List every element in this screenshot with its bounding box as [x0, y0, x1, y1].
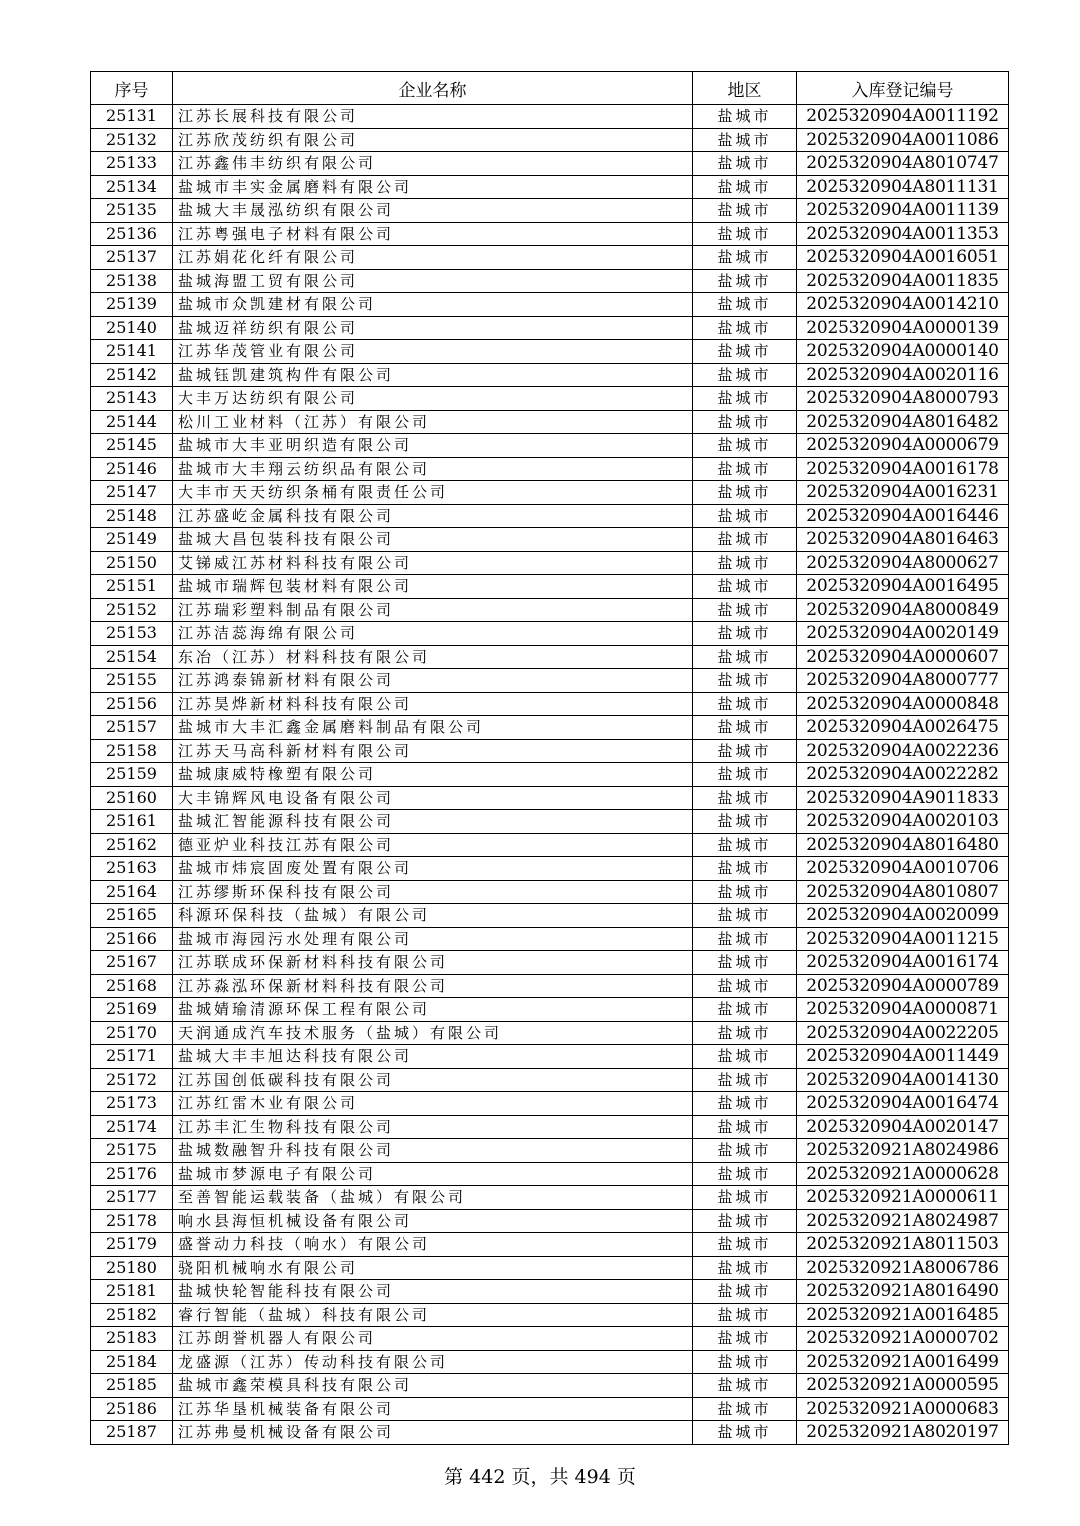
table-row: [91, 880, 1009, 904]
registration-no-cell: 2025320904A0011835: [797, 269, 1009, 293]
table-row: [91, 1115, 1009, 1139]
table-row: [91, 551, 1009, 575]
seq-cell: 25184: [91, 1350, 173, 1374]
table-row: [91, 1021, 1009, 1045]
seq-cell: 25146: [91, 457, 173, 481]
seq-cell: 25170: [91, 1021, 173, 1045]
table-row: [91, 340, 1009, 364]
registration-no-cell: 2025320904A0000871: [797, 998, 1009, 1022]
company-name-cell: 盐城大丰丰旭达科技有限公司: [173, 1045, 693, 1069]
table-row: [91, 152, 1009, 176]
registration-no-cell: 2025320904A0022205: [797, 1021, 1009, 1045]
company-name-cell: 江苏弗曼机械设备有限公司: [173, 1421, 693, 1445]
region-cell: 盐城市: [693, 504, 797, 528]
company-name-cell: 江苏缪斯环保科技有限公司: [173, 880, 693, 904]
registration-no-cell: 2025320904A0016231: [797, 481, 1009, 505]
region-cell: 盐城市: [693, 293, 797, 317]
region-cell: 盐城市: [693, 575, 797, 599]
registration-no-cell: 2025320921A0016499: [797, 1350, 1009, 1374]
company-name-cell: 盐城市丰实金属磨料有限公司: [173, 175, 693, 199]
seq-cell: 25152: [91, 598, 173, 622]
registration-no-cell: 2025320921A0016485: [797, 1303, 1009, 1327]
region-cell: 盐城市: [693, 1045, 797, 1069]
registration-no-cell: 2025320904A0016051: [797, 246, 1009, 270]
table-row: [91, 1209, 1009, 1233]
region-cell: 盐城市: [693, 810, 797, 834]
table-row: [91, 810, 1009, 834]
seq-cell: 25143: [91, 387, 173, 411]
region-cell: 盐城市: [693, 269, 797, 293]
table-row: [91, 434, 1009, 458]
table-row: [91, 575, 1009, 599]
registration-no-cell: 2025320904A8010807: [797, 880, 1009, 904]
registration-no-cell: 2025320904A8016482: [797, 410, 1009, 434]
region-cell: 盐城市: [693, 1280, 797, 1304]
seq-cell: 25135: [91, 199, 173, 223]
registration-no-cell: 2025320904A0020147: [797, 1115, 1009, 1139]
seq-cell: 25160: [91, 786, 173, 810]
company-name-cell: 江苏朗誉机器人有限公司: [173, 1327, 693, 1351]
seq-cell: 25180: [91, 1256, 173, 1280]
registration-no-cell: 2025320904A0011139: [797, 199, 1009, 223]
registration-no-cell: 2025320904A0011353: [797, 222, 1009, 246]
seq-cell: 25149: [91, 528, 173, 552]
table-row: [91, 1186, 1009, 1210]
registration-no-cell: 2025320904A8000627: [797, 551, 1009, 575]
region-cell: 盐城市: [693, 175, 797, 199]
seq-cell: 25178: [91, 1209, 173, 1233]
company-name-cell: 睿行智能（盐城）科技有限公司: [173, 1303, 693, 1327]
region-cell: 盐城市: [693, 645, 797, 669]
registration-no-cell: 2025320921A0000702: [797, 1327, 1009, 1351]
page-footer: 第 442 页，共 494 页: [444, 1466, 636, 1488]
registration-no-cell: 2025320921A0000683: [797, 1397, 1009, 1421]
seq-cell: 25142: [91, 363, 173, 387]
table-row: [91, 293, 1009, 317]
company-name-cell: 江苏瑞彩塑料制品有限公司: [173, 598, 693, 622]
region-cell: 盐城市: [693, 105, 797, 129]
registration-no-cell: 2025320904A0014210: [797, 293, 1009, 317]
header-company-name: 企业名称: [173, 72, 693, 105]
company-name-cell: 盐城数融智升科技有限公司: [173, 1139, 693, 1163]
company-name-cell: 江苏联成环保新材料科技有限公司: [173, 951, 693, 975]
region-cell: 盐城市: [693, 1162, 797, 1186]
registration-no-cell: 2025320904A0020116: [797, 363, 1009, 387]
region-cell: 盐城市: [693, 1209, 797, 1233]
table-row: [91, 1397, 1009, 1421]
table-row: [91, 1303, 1009, 1327]
seq-cell: 25185: [91, 1374, 173, 1398]
company-name-cell: 德亚炉业科技江苏有限公司: [173, 833, 693, 857]
table-body: [91, 105, 1009, 1445]
region-cell: 盐城市: [693, 786, 797, 810]
company-name-cell: 盐城市海园污水处理有限公司: [173, 927, 693, 951]
table-row: [91, 857, 1009, 881]
registration-no-cell: 2025320904A0020103: [797, 810, 1009, 834]
table-row: [91, 927, 1009, 951]
region-cell: 盐城市: [693, 739, 797, 763]
region-cell: 盐城市: [693, 528, 797, 552]
table-row: [91, 786, 1009, 810]
table-row: [91, 504, 1009, 528]
region-cell: 盐城市: [693, 481, 797, 505]
company-name-cell: 盐城大丰晟泓纺织有限公司: [173, 199, 693, 223]
seq-cell: 25134: [91, 175, 173, 199]
seq-cell: 25162: [91, 833, 173, 857]
region-cell: 盐城市: [693, 598, 797, 622]
table-row: [91, 175, 1009, 199]
table-row: [91, 1256, 1009, 1280]
region-cell: 盐城市: [693, 363, 797, 387]
seq-cell: 25133: [91, 152, 173, 176]
registration-no-cell: 2025320904A8010747: [797, 152, 1009, 176]
seq-cell: 25139: [91, 293, 173, 317]
company-name-cell: 盐城婧瑜清源环保工程有限公司: [173, 998, 693, 1022]
registration-no-cell: 2025320921A8006786: [797, 1256, 1009, 1280]
registration-no-cell: 2025320904A0016495: [797, 575, 1009, 599]
company-name-cell: 江苏昊烨新材料科技有限公司: [173, 692, 693, 716]
region-cell: 盐城市: [693, 222, 797, 246]
company-name-cell: 大丰市天天纺织条桶有限责任公司: [173, 481, 693, 505]
region-cell: 盐城市: [693, 716, 797, 740]
company-name-cell: 江苏欣茂纺织有限公司: [173, 128, 693, 152]
table-row: [91, 316, 1009, 340]
table-row: [91, 457, 1009, 481]
region-cell: 盐城市: [693, 1186, 797, 1210]
seq-cell: 25175: [91, 1139, 173, 1163]
region-cell: 盐城市: [693, 457, 797, 481]
table-header: [91, 72, 1009, 105]
seq-cell: 25137: [91, 246, 173, 270]
seq-cell: 25157: [91, 716, 173, 740]
company-name-cell: 江苏国创低碳科技有限公司: [173, 1068, 693, 1092]
region-cell: 盐城市: [693, 1374, 797, 1398]
table-row: [91, 1280, 1009, 1304]
company-name-cell: 盐城市鑫荣模具科技有限公司: [173, 1374, 693, 1398]
seq-cell: 25171: [91, 1045, 173, 1069]
seq-cell: 25132: [91, 128, 173, 152]
region-cell: 盐城市: [693, 833, 797, 857]
seq-cell: 25151: [91, 575, 173, 599]
registration-no-cell: 2025320921A0000611: [797, 1186, 1009, 1210]
table-row: [91, 669, 1009, 693]
seq-cell: 25153: [91, 622, 173, 646]
company-name-cell: 江苏天马高科新材料有限公司: [173, 739, 693, 763]
company-name-cell: 盐城快轮智能科技有限公司: [173, 1280, 693, 1304]
company-name-cell: 东冶（江苏）材料科技有限公司: [173, 645, 693, 669]
company-name-cell: 盐城市大丰汇鑫金属磨料制品有限公司: [173, 716, 693, 740]
header-registration-no: 入库登记编号: [797, 72, 1009, 105]
table-row: [91, 410, 1009, 434]
company-name-cell: 艾锑威江苏材料科技有限公司: [173, 551, 693, 575]
table-row: [91, 598, 1009, 622]
seq-cell: 25141: [91, 340, 173, 364]
registration-no-cell: 2025320904A9011833: [797, 786, 1009, 810]
registration-no-cell: 2025320921A0000628: [797, 1162, 1009, 1186]
seq-cell: 25176: [91, 1162, 173, 1186]
registration-no-cell: 2025320904A0016474: [797, 1092, 1009, 1116]
table-row: [91, 716, 1009, 740]
table-row: [91, 222, 1009, 246]
region-cell: 盐城市: [693, 1256, 797, 1280]
seq-cell: 25144: [91, 410, 173, 434]
company-name-cell: 盐城迈祥纺织有限公司: [173, 316, 693, 340]
region-cell: 盐城市: [693, 340, 797, 364]
company-name-cell: 盐城市炜宸固废处置有限公司: [173, 857, 693, 881]
table-row: [91, 1233, 1009, 1257]
seq-cell: 25187: [91, 1421, 173, 1445]
region-cell: 盐城市: [693, 974, 797, 998]
region-cell: 盐城市: [693, 1350, 797, 1374]
company-name-cell: 至善智能运载装备（盐城）有限公司: [173, 1186, 693, 1210]
seq-cell: 25158: [91, 739, 173, 763]
registration-no-cell: 2025320904A0016174: [797, 951, 1009, 975]
registration-no-cell: 2025320904A0016178: [797, 457, 1009, 481]
region-cell: 盐城市: [693, 692, 797, 716]
company-name-cell: 江苏洁蕊海绵有限公司: [173, 622, 693, 646]
region-cell: 盐城市: [693, 1068, 797, 1092]
region-cell: 盐城市: [693, 199, 797, 223]
registration-no-cell: 2025320904A0014130: [797, 1068, 1009, 1092]
company-name-cell: 江苏淼泓环保新材料科技有限公司: [173, 974, 693, 998]
region-cell: 盐城市: [693, 551, 797, 575]
registration-no-cell: 2025320904A0000140: [797, 340, 1009, 364]
seq-cell: 25179: [91, 1233, 173, 1257]
region-cell: 盐城市: [693, 1092, 797, 1116]
company-name-cell: 江苏长展科技有限公司: [173, 105, 693, 129]
company-name-cell: 盐城钰凯建筑构件有限公司: [173, 363, 693, 387]
header-row: [91, 72, 1009, 105]
table-row: [91, 387, 1009, 411]
seq-cell: 25169: [91, 998, 173, 1022]
company-name-cell: 江苏红雷木业有限公司: [173, 1092, 693, 1116]
region-cell: 盐城市: [693, 927, 797, 951]
seq-cell: 25181: [91, 1280, 173, 1304]
table-row: [91, 622, 1009, 646]
company-name-cell: 江苏粤强电子材料有限公司: [173, 222, 693, 246]
seq-cell: 25150: [91, 551, 173, 575]
seq-cell: 25138: [91, 269, 173, 293]
registration-no-cell: 2025320921A8024987: [797, 1209, 1009, 1233]
seq-cell: 25172: [91, 1068, 173, 1092]
table-row: [91, 904, 1009, 928]
table-row: [91, 951, 1009, 975]
company-name-cell: 响水县海恒机械设备有限公司: [173, 1209, 693, 1233]
region-cell: 盐城市: [693, 763, 797, 787]
registration-no-cell: 2025320904A0000679: [797, 434, 1009, 458]
region-cell: 盐城市: [693, 1327, 797, 1351]
region-cell: 盐城市: [693, 387, 797, 411]
region-cell: 盐城市: [693, 904, 797, 928]
registration-no-cell: 2025320904A0022236: [797, 739, 1009, 763]
table-row: [91, 199, 1009, 223]
company-name-cell: 盛誉动力科技（响水）有限公司: [173, 1233, 693, 1257]
seq-cell: 25165: [91, 904, 173, 928]
registration-no-cell: 2025320904A0026475: [797, 716, 1009, 740]
company-name-cell: 大丰万达纺织有限公司: [173, 387, 693, 411]
region-cell: 盐城市: [693, 669, 797, 693]
registration-no-cell: 2025320904A0022282: [797, 763, 1009, 787]
company-name-cell: 江苏鑫伟丰纺织有限公司: [173, 152, 693, 176]
table-row: [91, 1162, 1009, 1186]
registration-no-cell: 2025320904A8000849: [797, 598, 1009, 622]
seq-cell: 25174: [91, 1115, 173, 1139]
table-row: [91, 1045, 1009, 1069]
company-name-cell: 盐城市梦源电子有限公司: [173, 1162, 693, 1186]
region-cell: 盐城市: [693, 1397, 797, 1421]
table-row: [91, 481, 1009, 505]
enterprise-registry-table: [90, 71, 1009, 1445]
company-name-cell: 科源环保科技（盐城）有限公司: [173, 904, 693, 928]
company-name-cell: 盐城康威特橡塑有限公司: [173, 763, 693, 787]
registration-no-cell: 2025320904A0000139: [797, 316, 1009, 340]
region-cell: 盐城市: [693, 1139, 797, 1163]
table-row: [91, 998, 1009, 1022]
table-row: [91, 269, 1009, 293]
table-row: [91, 974, 1009, 998]
registration-no-cell: 2025320921A8020197: [797, 1421, 1009, 1445]
registration-no-cell: 2025320904A8011131: [797, 175, 1009, 199]
region-cell: 盐城市: [693, 1021, 797, 1045]
seq-cell: 25131: [91, 105, 173, 129]
table-row: [91, 739, 1009, 763]
registration-no-cell: 2025320904A0016446: [797, 504, 1009, 528]
region-cell: 盐城市: [693, 1233, 797, 1257]
registration-no-cell: 2025320921A8024986: [797, 1139, 1009, 1163]
company-name-cell: 松川工业材料（江苏）有限公司: [173, 410, 693, 434]
registration-no-cell: 2025320904A0020099: [797, 904, 1009, 928]
company-name-cell: 江苏鸿泰锦新材料有限公司: [173, 669, 693, 693]
company-name-cell: 盐城海盟工贸有限公司: [173, 269, 693, 293]
registration-no-cell: 2025320921A0000595: [797, 1374, 1009, 1398]
region-cell: 盐城市: [693, 152, 797, 176]
table-row: [91, 128, 1009, 152]
company-name-cell: 江苏盛屹金属科技有限公司: [173, 504, 693, 528]
registration-no-cell: 2025320904A0011215: [797, 927, 1009, 951]
company-name-cell: 盐城市大丰亚明织造有限公司: [173, 434, 693, 458]
registration-no-cell: 2025320904A0000789: [797, 974, 1009, 998]
seq-cell: 25159: [91, 763, 173, 787]
registration-no-cell: 2025320904A0010706: [797, 857, 1009, 881]
company-name-cell: 江苏华茂管业有限公司: [173, 340, 693, 364]
table-row: [91, 363, 1009, 387]
seq-cell: 25161: [91, 810, 173, 834]
registration-no-cell: 2025320921A8016490: [797, 1280, 1009, 1304]
registration-no-cell: 2025320904A8016480: [797, 833, 1009, 857]
table-row: [91, 833, 1009, 857]
registration-no-cell: 2025320904A0020149: [797, 622, 1009, 646]
table-row: [91, 1139, 1009, 1163]
registration-no-cell: 2025320904A0000607: [797, 645, 1009, 669]
seq-cell: 25186: [91, 1397, 173, 1421]
table-row: [91, 1092, 1009, 1116]
region-cell: 盐城市: [693, 951, 797, 975]
seq-cell: 25163: [91, 857, 173, 881]
company-name-cell: 骁阳机械响水有限公司: [173, 1256, 693, 1280]
company-name-cell: 龙盛源（江苏）传动科技有限公司: [173, 1350, 693, 1374]
registration-no-cell: 2025320904A8016463: [797, 528, 1009, 552]
table-row: [91, 1327, 1009, 1351]
seq-cell: 25173: [91, 1092, 173, 1116]
region-cell: 盐城市: [693, 410, 797, 434]
seq-cell: 25177: [91, 1186, 173, 1210]
seq-cell: 25166: [91, 927, 173, 951]
header-seq: 序号: [91, 72, 173, 105]
table-row: [91, 246, 1009, 270]
table-row: [91, 105, 1009, 129]
header-region: 地区: [693, 72, 797, 105]
company-name-cell: 大丰锦辉风电设备有限公司: [173, 786, 693, 810]
region-cell: 盐城市: [693, 246, 797, 270]
registration-no-cell: 2025320904A0011086: [797, 128, 1009, 152]
table-row: [91, 528, 1009, 552]
region-cell: 盐城市: [693, 880, 797, 904]
region-cell: 盐城市: [693, 857, 797, 881]
seq-cell: 25147: [91, 481, 173, 505]
company-name-cell: 江苏娟花化纤有限公司: [173, 246, 693, 270]
table-row: [91, 1068, 1009, 1092]
registration-no-cell: 2025320921A8011503: [797, 1233, 1009, 1257]
seq-cell: 25183: [91, 1327, 173, 1351]
region-cell: 盐城市: [693, 434, 797, 458]
region-cell: 盐城市: [693, 998, 797, 1022]
registration-no-cell: 2025320904A0011449: [797, 1045, 1009, 1069]
registration-no-cell: 2025320904A0000848: [797, 692, 1009, 716]
region-cell: 盐城市: [693, 1421, 797, 1445]
seq-cell: 25145: [91, 434, 173, 458]
region-cell: 盐城市: [693, 1303, 797, 1327]
seq-cell: 25182: [91, 1303, 173, 1327]
seq-cell: 25156: [91, 692, 173, 716]
company-name-cell: 盐城市众凯建材有限公司: [173, 293, 693, 317]
region-cell: 盐城市: [693, 316, 797, 340]
table-row: [91, 1374, 1009, 1398]
table-row: [91, 1421, 1009, 1445]
seq-cell: 25168: [91, 974, 173, 998]
table-row: [91, 763, 1009, 787]
seq-cell: 25154: [91, 645, 173, 669]
company-name-cell: 盐城市瑞辉包装材料有限公司: [173, 575, 693, 599]
seq-cell: 25167: [91, 951, 173, 975]
registration-no-cell: 2025320904A8000777: [797, 669, 1009, 693]
table-row: [91, 1350, 1009, 1374]
company-name-cell: 盐城市大丰翔云纺织品有限公司: [173, 457, 693, 481]
company-name-cell: 盐城大昌包装科技有限公司: [173, 528, 693, 552]
region-cell: 盐城市: [693, 128, 797, 152]
registration-no-cell: 2025320904A8000793: [797, 387, 1009, 411]
company-name-cell: 江苏华垦机械装备有限公司: [173, 1397, 693, 1421]
table-row: [91, 692, 1009, 716]
seq-cell: 25155: [91, 669, 173, 693]
company-name-cell: 盐城汇智能源科技有限公司: [173, 810, 693, 834]
seq-cell: 25136: [91, 222, 173, 246]
region-cell: 盐城市: [693, 622, 797, 646]
company-name-cell: 江苏丰汇生物科技有限公司: [173, 1115, 693, 1139]
seq-cell: 25148: [91, 504, 173, 528]
table-row: [91, 645, 1009, 669]
seq-cell: 25140: [91, 316, 173, 340]
seq-cell: 25164: [91, 880, 173, 904]
region-cell: 盐城市: [693, 1115, 797, 1139]
registration-no-cell: 2025320904A0011192: [797, 105, 1009, 129]
company-name-cell: 天润通成汽车技术服务（盐城）有限公司: [173, 1021, 693, 1045]
